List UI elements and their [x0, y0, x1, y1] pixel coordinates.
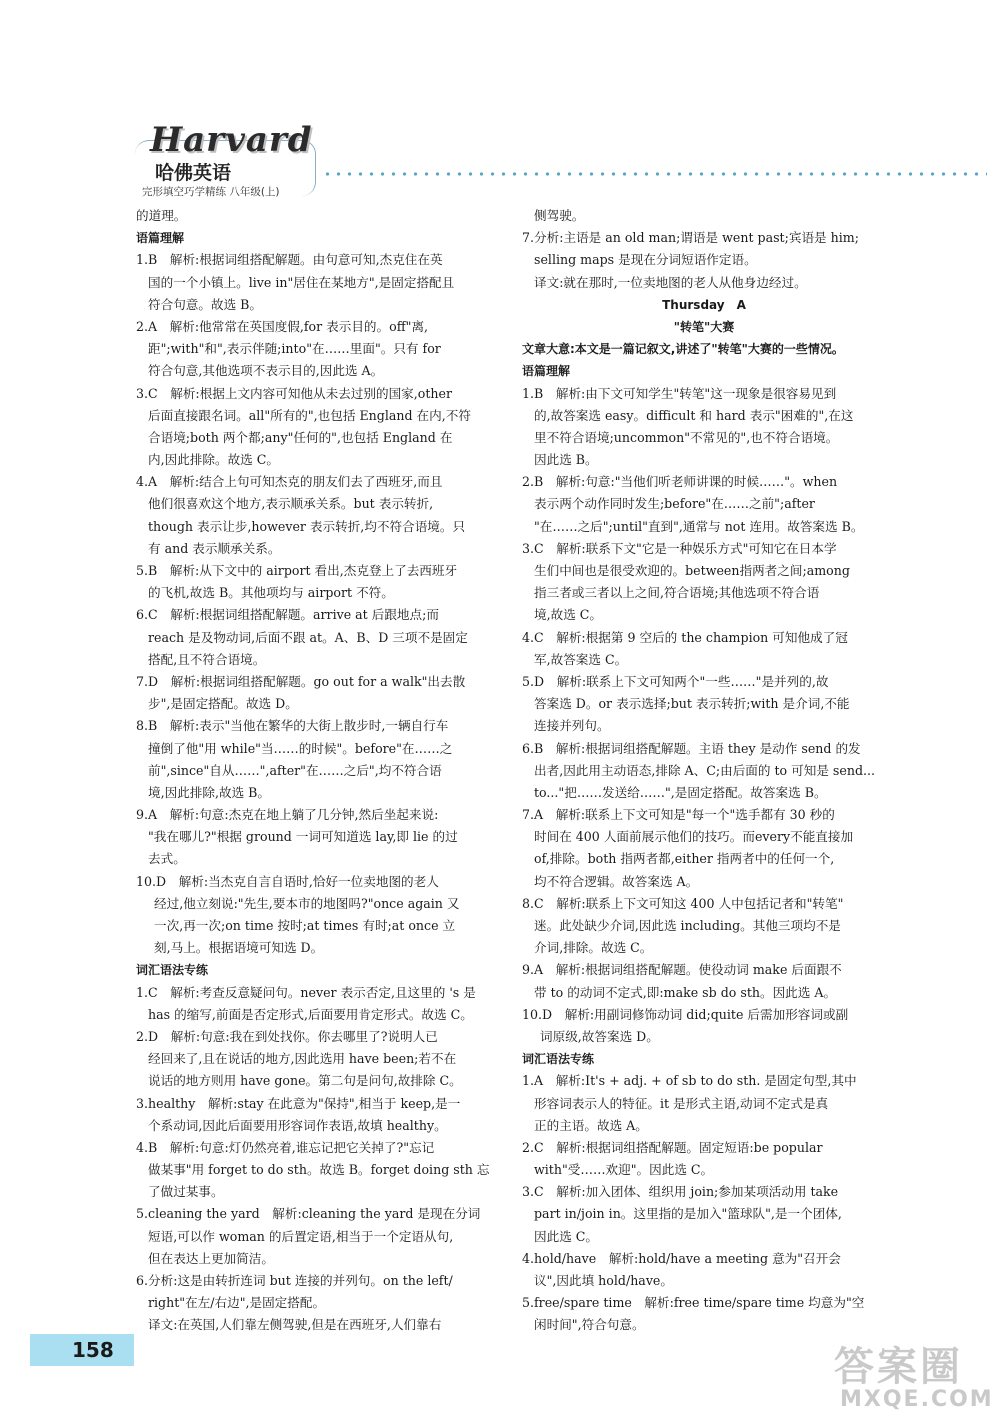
- text-line: 8.C 解析:联系上下文可知这 400 人中包括记者和"转笔": [522, 895, 844, 911]
- text-line: 6.分析:这是由转折连词 but 连接的并列句。on the left/: [136, 1273, 453, 1288]
- text-line: "在……之后";until"直到",通常与 not 连用。故答案选 B。: [534, 518, 864, 534]
- logo-subtitle: 哈佛英语: [155, 162, 232, 184]
- text-line: 3.C 解析:联系下文"它是一种娱乐方式"可知它在日本学: [522, 540, 837, 556]
- text-line: "我在哪儿?"根据 ground 一词可知道选 lay,即 lie 的过: [148, 829, 458, 845]
- text-line: 2.B 解析:句意:"当他们听老师讲课的时候……"。when: [522, 474, 838, 490]
- text-line: 均不符合逻辑。故答案选 A。: [534, 873, 699, 889]
- text-line: 6.C 解析:根据词组搭配解题。arrive at 后跟地点;而: [136, 607, 439, 623]
- text-line: 闲时间",符合句意。: [534, 1317, 645, 1333]
- text-line: 军,故答案选 C。: [534, 651, 628, 667]
- text-line: 做某事"用 forget to do sth。故选 B。forget doing sth 忘: [148, 1162, 490, 1178]
- right-column: [522, 205, 886, 1337]
- text-line: 了做过某事。: [148, 1184, 224, 1200]
- text-line: 3.C 解析:加入团体、组织用 join;参加某项活动用 take: [522, 1184, 839, 1200]
- text-line: 撞倒了他"用 while"当……的时候"。before"在……之: [148, 740, 453, 756]
- text-line: 10.D 解析:当杰克自言自语时,恰好一位卖地图的老人: [136, 873, 439, 889]
- text-line: right"在左/右边",是固定搭配。: [148, 1295, 326, 1311]
- text-line: 个系动词,因此后面要用形容词作表语,故填 healthy。: [148, 1117, 447, 1133]
- text-line: 4.B 解析:句意:灯仍然亮着,谁忘记把它关掉了?"忘记: [136, 1139, 435, 1155]
- text-line: 介词,排除。故选 C。: [534, 940, 653, 956]
- text-line: 7.D 解析:根据词组搭配解题。go out for a walk"出去散: [136, 673, 466, 689]
- text-line: 的道理。: [136, 208, 187, 223]
- text-line: 2.A 解析:他常常在英国度假,for 表示目的。off"离,: [136, 318, 429, 334]
- text-line: 5.free/spare time 解析:free time/spare time 均意为"空: [522, 1295, 865, 1311]
- text-line: 境,故选 C。: [534, 607, 603, 623]
- text-line: 1.B 解析:根据词组搭配解题。由句意可知,杰克住在英: [136, 252, 443, 268]
- dotted-rule: [322, 170, 987, 178]
- text-line: 2.C 解析:根据词组搭配解题。固定短语:be popular: [522, 1139, 823, 1155]
- section-heading: 语篇理解: [136, 231, 185, 246]
- text-line: 他们很喜欢这个地方,表示顺承关系。but 表示转折,: [148, 496, 434, 512]
- text-line: 经过,他立刻说:"先生,要本市的地图吗?"once again 又: [154, 895, 460, 911]
- text-line: 有 and 表示顺承关系。: [148, 540, 281, 556]
- text-line: 里不符合语境;uncommon"不常见的",也不符合语境。: [534, 429, 839, 445]
- text-line: 时间在 400 人面前展示他们的技巧。而every不能直接加: [534, 829, 854, 845]
- text-line: 连接并列句。: [534, 718, 610, 734]
- text-line: 的,故答案选 easy。difficult 和 hard 表示"困难的",在这: [534, 407, 854, 423]
- text-line: 译文:在英国,人们靠左侧驾驶,但是在西班牙,人们靠右: [148, 1317, 442, 1333]
- page-number: 158: [72, 1338, 114, 1362]
- page-header: [130, 120, 990, 205]
- text-line: 说话的地方则用 have gone。第二句是问句,故排除 C。: [148, 1073, 462, 1089]
- text-line: with"受……欢迎"。因此选 C。: [534, 1162, 714, 1178]
- text-line: 1.B 解析:由下文可知学生"转笔"这一现象是很容易见到: [522, 385, 837, 401]
- text-line: has 的缩写,前面是否定形式,后面要用肯定形式。故选 C。: [148, 1006, 473, 1022]
- text-line: 生们中间也是很受欢迎的。between指两者之间;among: [534, 563, 850, 578]
- text-line: 刻,马上。根据语境可知选 D。: [154, 940, 324, 956]
- text-line: 符合句意。故选 B。: [148, 296, 263, 312]
- text-line: 内,因此排除。故选 C。: [148, 452, 279, 468]
- text-line: 国的一个小镇上。live in"居住在某地方",是固定搭配且: [148, 274, 455, 290]
- text-line: 4.hold/have 解析:hold/have a meeting 意为"召开会: [522, 1250, 841, 1266]
- text-line: of,排除。both 指两者都,either 指两者中的任何一个,: [534, 851, 835, 867]
- text-line: 符合句意,其他选项不表示目的,因此选 A。: [148, 363, 384, 379]
- text-line: 搭配,且不符合语境。: [148, 651, 266, 667]
- text-line: though 表示让步,however 表示转折,均不符合语境。只: [148, 518, 466, 534]
- text-line: 答案选 D。or 表示选择;but 表示转折;with 是介词,不能: [534, 696, 850, 712]
- text-line: 境,因此排除,故选 B。: [148, 784, 271, 800]
- section-heading: "转笔"大赛: [673, 319, 735, 334]
- text-line: 4.C 解析:根据第 9 空后的 the champion 可知他成了冠: [522, 629, 848, 645]
- section-heading: 词汇语法专练: [136, 963, 209, 978]
- text-line: 3.healthy 解析:stay 在此意为"保持",相当于 keep,是一: [136, 1095, 461, 1111]
- text-line: 5.cleaning the yard 解析:cleaning the yard 是现在分词: [136, 1206, 481, 1222]
- text-line: 指三者或三者以上之间,符合语境;其他选项不符合语: [534, 585, 820, 601]
- text-line: 一次,再一次;on time 按时;at times 有时;at once 立: [154, 918, 456, 933]
- watermark-url: MXQE.COM: [840, 1387, 994, 1412]
- text-line: reach 是及物动词,后面不跟 at。A、B、D 三项不是固定: [148, 629, 468, 645]
- text-line: 迷。此处缺少介词,因此选 including。其他三项均不是: [534, 918, 841, 933]
- text-line: 的飞机,故选 B。其他项均与 airport 不符。: [148, 585, 394, 601]
- text-line: 形容词表示人的特征。it 是形式主语,动词不定式是真: [534, 1095, 829, 1111]
- text-line: 2.D 解析:句意:我在到处找你。你去哪里了?说明人已: [136, 1028, 438, 1044]
- text-line: 因此选 C。: [534, 1228, 599, 1244]
- text-line: 议",因此填 hold/have。: [534, 1273, 673, 1288]
- text-line: 4.A 解析:结合上句可知杰克的朋友们去了西班牙,而且: [136, 474, 443, 490]
- text-line: 7.A 解析:联系上下文可知是"每一个"选手都有 30 秒的: [522, 807, 835, 823]
- text-line: 但在表达上更加简洁。: [148, 1250, 274, 1266]
- section-heading: 语篇理解: [522, 364, 571, 379]
- text-line: 因此选 B。: [534, 452, 598, 468]
- section-heading: 文章大意:本文是一篇记叙文,讲述了"转笔"大赛的一些情况。: [522, 342, 844, 357]
- text-line: 短语,可以作 woman 的后置定语,相当于一个定语从句,: [148, 1228, 454, 1244]
- text-line: 正的主语。故选 A。: [534, 1117, 648, 1133]
- text-line: to..."把……发送给……",是固定搭配。故答案选 B。: [534, 784, 827, 800]
- text-line: 带 to 的动词不定式,即:make sb do sth。因此选 A。: [534, 984, 837, 1000]
- text-line: part in/join in。这里指的是加入"篮球队",是一个团体,: [534, 1206, 842, 1222]
- text-line: 词原级,故答案选 D。: [540, 1028, 659, 1044]
- text-line: 1.C 解析:考查反意疑问句。never 表示否定,且这里的 's 是: [136, 984, 476, 1000]
- watermark: [818, 1335, 993, 1420]
- text-line: 表示两个动作同时发生;before"在……之前";after: [534, 496, 815, 512]
- section-heading: 词汇语法专练: [522, 1052, 595, 1067]
- text-line: 1.A 解析:It's + adj. + of sb to do sth. 是固定句型,其中: [522, 1073, 857, 1089]
- logo-title: Harvard: [150, 120, 313, 160]
- watermark-logo-text: 答案圈: [834, 1344, 963, 1390]
- text-line: 后面直接跟名词。all"所有的",也包括 England 在内,不符: [148, 407, 471, 423]
- text-line: 9.A 解析:句意:杰克在地上躺了几分钟,然后坐起来说:: [136, 807, 439, 823]
- text-line: 7.分析:主语是 an old man;谓语是 went past;宾语是 him;: [522, 230, 859, 246]
- text-line: 5.B 解析:从下文中的 airport 看出,杰克登上了去西班牙: [136, 563, 458, 578]
- text-line: 前",since"自从……",after"在……之后",均不符合语: [148, 762, 442, 778]
- text-line: 出者,因此用主动语态,排除 A、C;由后面的 to 可知是 send...: [534, 762, 876, 778]
- text-line: 去式。: [148, 851, 186, 867]
- text-line: 侧驾驶。: [534, 208, 585, 223]
- text-line: 译文:就在那时,一位卖地图的老人从他身边经过。: [534, 274, 807, 290]
- text-line: 步",是固定搭配。故选 D。: [148, 696, 298, 712]
- text-line: 8.B 解析:表示"当他在繁华的大街上散步时,一辆自行车: [136, 718, 449, 734]
- left-column: [136, 205, 496, 1337]
- text-line: 3.C 解析:根据上文内容可知他从未去过别的国家,other: [136, 385, 452, 401]
- text-line: 6.B 解析:根据词组搭配解题。主语 they 是动作 send 的发: [522, 740, 861, 756]
- text-line: 经回来了,且在说话的地方,因此选用 have been;若不在: [148, 1051, 457, 1067]
- text-line: 5.D 解析:联系上下文可知两个"一些……"是并列的,故: [522, 673, 829, 689]
- text-line: 合语境;both 两个都;any"任何的",也包括 England 在: [148, 429, 453, 445]
- text-line: 距";with"和",表示伴随;into"在……里面"。只有 for: [148, 341, 441, 357]
- text-line: selling maps 是现在分词短语作定语。: [534, 252, 757, 268]
- section-heading: Thursday A: [662, 297, 746, 312]
- text-line: 10.D 解析:用副词修饰动词 did;quite 后需加形容词或副: [522, 1006, 849, 1022]
- text-line: 9.A 解析:根据词组搭配解题。使役动词 make 后面跟不: [522, 962, 842, 978]
- book-title: 完形填空巧学精练 八年级(上): [142, 186, 280, 198]
